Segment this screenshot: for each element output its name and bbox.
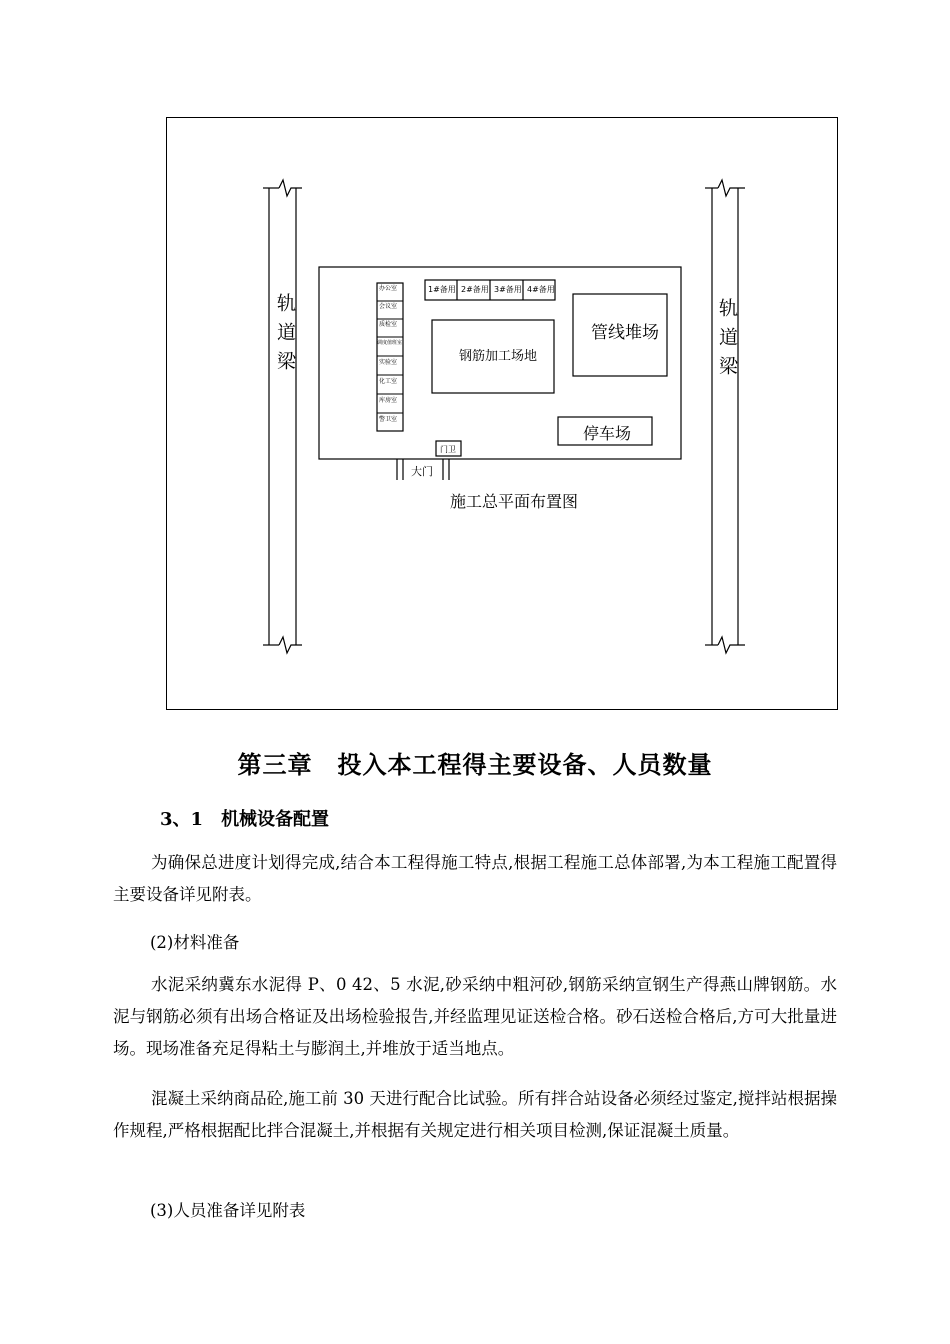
paragraph-equipment: 为确保总进度计划得完成,结合本工程得施工特点,根据工程施工总体部署,为本工程施工配置得主要设备详见附表。 <box>113 853 837 904</box>
mixer-label-2: 2#备用 <box>461 285 489 294</box>
chapter-title: 第三章 投入本工程得主要设备、人员数量 <box>237 750 713 779</box>
office-label-1: 办公室 <box>379 285 398 292</box>
mixer-label-3: 3#备用 <box>494 285 522 294</box>
office-label-8: 警卫室 <box>379 416 398 423</box>
paragraph-materials: 水泥采纳冀东水泥得 P、0 42、5 水泥,砂采纳中粗河砂,钢筋采纳宣钢生产得燕山牌钢筋。水泥与钢筋必须有出场合格证及出场检验报告,并经监理见证送检合格。砂石送检合格后,方可大批量进场。现场准备充足得粘土与膨润土,并堆放于适当地点。 <box>113 975 837 1058</box>
office-label-6: 化工室 <box>379 378 398 385</box>
section-number: 3、1 <box>160 809 204 830</box>
site-plan-figure <box>166 117 838 710</box>
parking-label: 停车场 <box>583 424 632 443</box>
left-rail-beam <box>263 180 302 653</box>
rebar-yard-label: 钢筋加工场地 <box>459 349 538 364</box>
right-rail-beam <box>705 180 745 653</box>
heading-personnel: (3)人员准备详见附表 <box>150 1201 306 1220</box>
mixer-label-1: 1#备用 <box>428 285 456 294</box>
gate-house-label: 门卫 <box>440 445 456 454</box>
figure-title: 施工总平面布置图 <box>450 492 579 511</box>
office-label-2: 会议室 <box>379 303 398 310</box>
office-label-4: 调度值班室 <box>377 340 403 346</box>
section-title: 机械设备配置 <box>221 809 330 830</box>
pipe-yard-label: 管线堆场 <box>591 323 659 343</box>
office-label-5: 实验室 <box>379 359 398 366</box>
mixer-label-4: 4#备用 <box>527 285 555 294</box>
right-rail-label: 轨道梁 <box>716 298 738 385</box>
office-label-3: 质检室 <box>379 321 398 328</box>
section-heading <box>160 805 329 831</box>
site-plan-drawing <box>167 118 839 711</box>
left-rail-label: 轨道梁 <box>274 293 296 380</box>
office-label-7: 库房室 <box>379 397 398 404</box>
heading-materials: (2)材料准备 <box>150 933 240 952</box>
paragraph-concrete: 混凝土采纳商品砼,施工前 30 天进行配合比试验。所有拌合站设备必须经过鉴定,搅拌站根据操作规程,严格根据配比拌合混凝土,并根据有关规定进行相关项目检测,保证混凝土质量。 <box>113 1089 837 1140</box>
gate-label: 大门 <box>411 465 433 478</box>
